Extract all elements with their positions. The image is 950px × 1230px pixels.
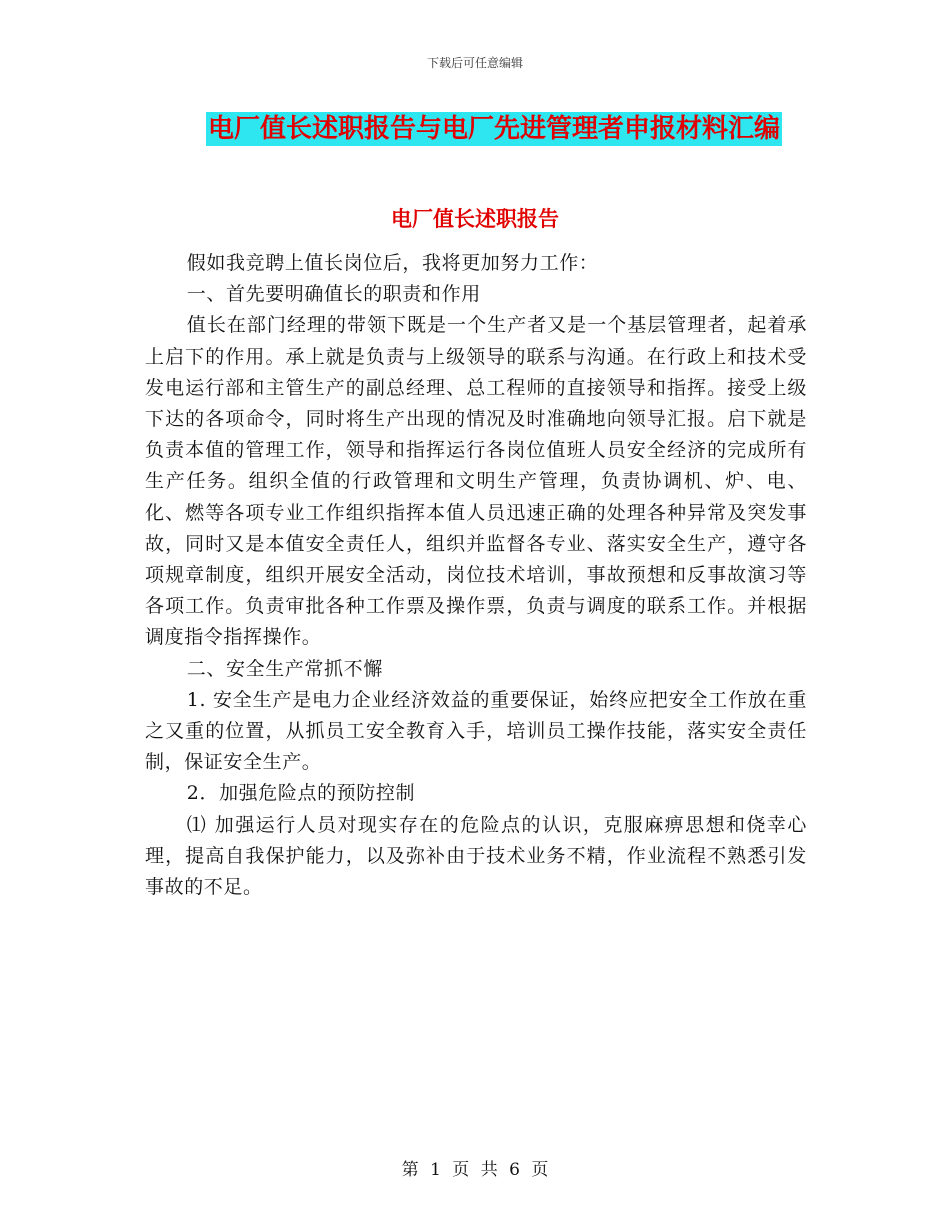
document-body <box>145 248 807 903</box>
paragraph-hazard-1: ⑴ 加强运行人员对现实存在的危险点的认识，克服麻痹思想和侥幸心理，提高自我保护能力，以及弥补由于技术业务不精，作业流程不熟悉引发事故的不足。 <box>145 813 807 899</box>
paragraph-intro: 假如我竞聘上值长岗位后，我将更加努力工作： <box>186 252 599 274</box>
paragraph-safety-1: 1. 安全生产是电力企业经济效益的重要保证，始终应把安全工作放在重之又重的位置，从抓员工安全教育入手，培训员工操作技能，落实安全责任制，保证安全生产。 <box>145 688 807 774</box>
section-title: 电厂值长述职报告 <box>391 207 559 231</box>
heading-duties: 一、首先要明确值长的职责和作用 <box>186 283 481 306</box>
heading-safety: 二、安全生产常抓不懈 <box>186 657 383 680</box>
document-title: 电厂值长述职报告与电厂先进管理者申报材料汇编 <box>208 114 781 144</box>
heading-hazard-control: 2．加强危险点的预防控制 <box>186 782 416 805</box>
page-footer: 第 1 页 共 6 页 <box>401 1160 549 1180</box>
header-note: 下载后可任意编辑 <box>426 56 523 70</box>
paragraph-duties: 值长在部门经理的带领下既是一个生产者又是一个基层管理者，起着承上启下的作用。承上就是负责与上级领导的联系与沟通。在行政上和技术受发电运行部和主管生产的副总经理、总工程师的直接领导和指挥。接受上级下达的各项命令，同时将生产出现的情况及时准确地向领导汇报。启下就是负责本值的管理工作，领导和指挥运行各岗位值班人员安全经济的完成所有生产任务。组织全值的行政管理和文明生产管理，负责协调机、炉、电、化、燃等各项专业工作组织指挥本值人员迅速正确的处理各种异常及突发事故，同时又是本值安全责任人，组织并监督各专业、落实安全生产，遵守各项规章制度，组织开展安全活动，岗位技术培训，事故预想和反事故演习等各项工作。负责审批各种工作票及操作票，负责与调度的联系工作。并根据调度指令指挥操作。 <box>145 314 807 649</box>
